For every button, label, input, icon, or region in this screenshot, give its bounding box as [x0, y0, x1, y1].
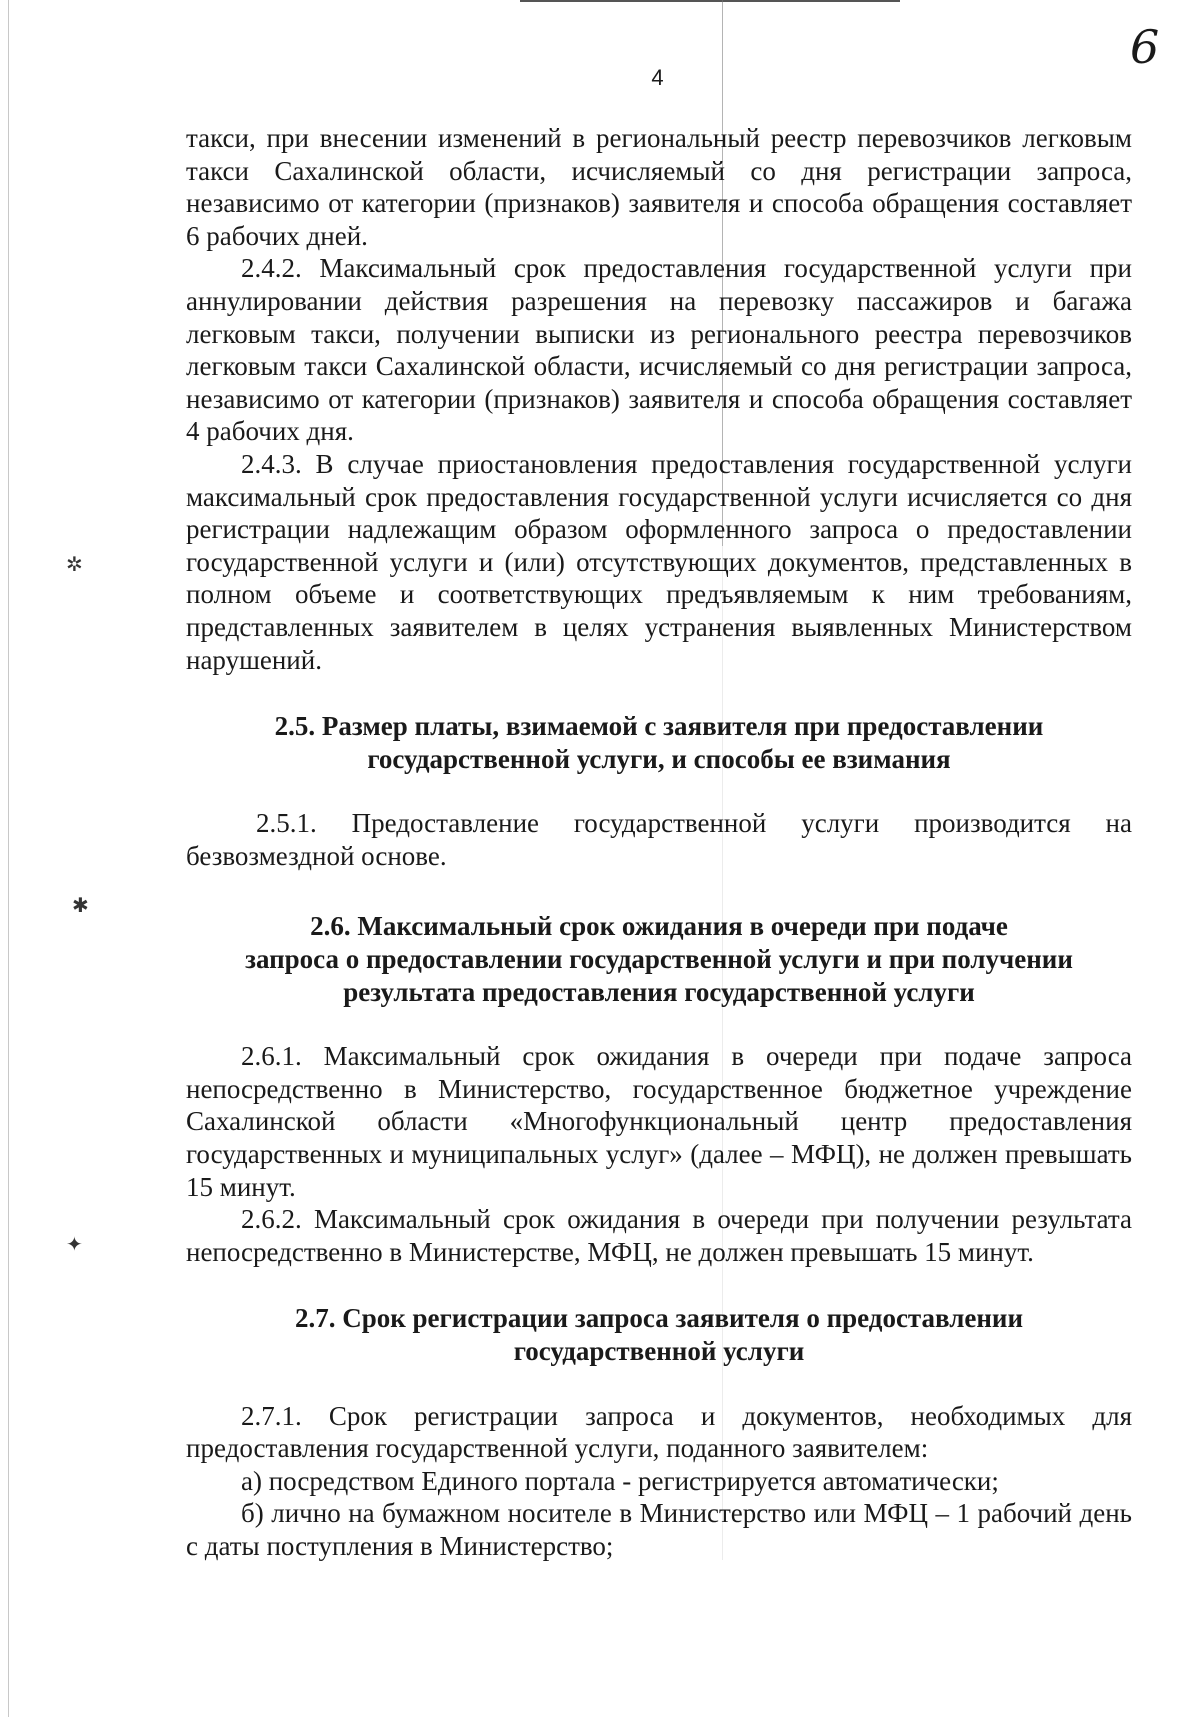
heading-line: результата предоставления государственной услуги — [343, 976, 975, 1007]
heading-line: государственной услуги, и способы ее взимания — [367, 743, 951, 774]
section-heading-2-7 — [186, 1302, 1132, 1367]
paragraph-2-4-2: 2.4.2. Максимальный срок предоставления государственной услуги при аннулировании действия разрешения на перевозку пассажиров и багажа легковым такси, получении выписки из регионального реестра перевозчиков легковым такси Сахалинской области, исчисляемый со дня регистрации запроса, независимо от категории (признаков) заявителя и способа обращения составляет 4 рабочих дня. — [186, 253, 1132, 447]
heading-line: 2.6. Максимальный срок ожидания в очереди при подаче — [310, 911, 1008, 942]
section-heading-2-6 — [186, 910, 1132, 1008]
handwritten-page-number: 6 — [1130, 20, 1160, 74]
list-item-a: а) посредством Единого портала - регистрируется автоматически; — [241, 1465, 999, 1496]
scan-speck-mark: ✲ — [66, 554, 83, 576]
paragraph-2-4-3: 2.4.3. В случае приостановления предоставления государственной услуги максимальный срок предоставления государственной услуги исчисляется со дня регистрации надлежащим образом оформленного запроса о предоставлении государственной услуги и (или) отсутствующих документов, представленных в полном объеме и соответствующих предъявляемым к ним требованиям, представленных заявителем в целях устранения выявленных Министерством нарушений. — [186, 448, 1132, 675]
page-number: 4 — [651, 65, 664, 90]
paragraph-2-7-1: 2.7.1. Срок регистрации запроса и документов, необходимых для предоставления государственной услуги, поданного заявителем: — [186, 1400, 1132, 1464]
scan-speck-mark: ✱ — [72, 895, 89, 917]
scan-speck-mark: ✦ — [66, 1234, 83, 1256]
heading-line: запроса о предоставлении государственной услуги и при получении — [245, 944, 1073, 975]
paragraph-2-6-2: 2.6.2. Максимальный срок ожидания в очереди при получении результата непосредственно в Министерстве, МФЦ, не должен превышать 15 минут. — [186, 1204, 1132, 1267]
scan-top-line — [520, 0, 900, 2]
list-item-b: б) лично на бумажном носителе в Министерство или МФЦ – 1 рабочий день с даты поступления в Министерство; — [186, 1498, 1132, 1561]
document-body — [186, 122, 1132, 1563]
heading-line: государственной услуги — [513, 1336, 805, 1366]
section-heading-2-5 — [186, 710, 1132, 775]
heading-line: 2.5. Размер платы, взимаемой с заявителя при предоставлении — [274, 711, 1044, 742]
paragraph-2-5-1: 2.5.1. Предоставление государственной услуги производится на безвозмездной основе. — [186, 808, 1132, 871]
heading-line: 2.7. Срок регистрации запроса заявителя о предоставлении — [294, 1303, 1024, 1334]
paragraph-continuation: такси, при внесении изменений в региональный реестр перевозчиков легковым такси Сахалинской области, исчисляемый со дня регистрации запроса, независимо от категории (признаков) заявителя и способа обращения составляет 6 рабочих дней. — [186, 123, 1132, 251]
scan-edge-line — [8, 0, 9, 1717]
paragraph-2-6-1: 2.6.1. Максимальный срок ожидания в очереди при подаче запроса непосредственно в Министерство, государственное бюджетное учреждение Сахалинской области «Многофункциональный центр предоставления государственных и муниципальных услуг» (далее – МФЦ), не должен превышать 15 минут. — [186, 1041, 1132, 1202]
